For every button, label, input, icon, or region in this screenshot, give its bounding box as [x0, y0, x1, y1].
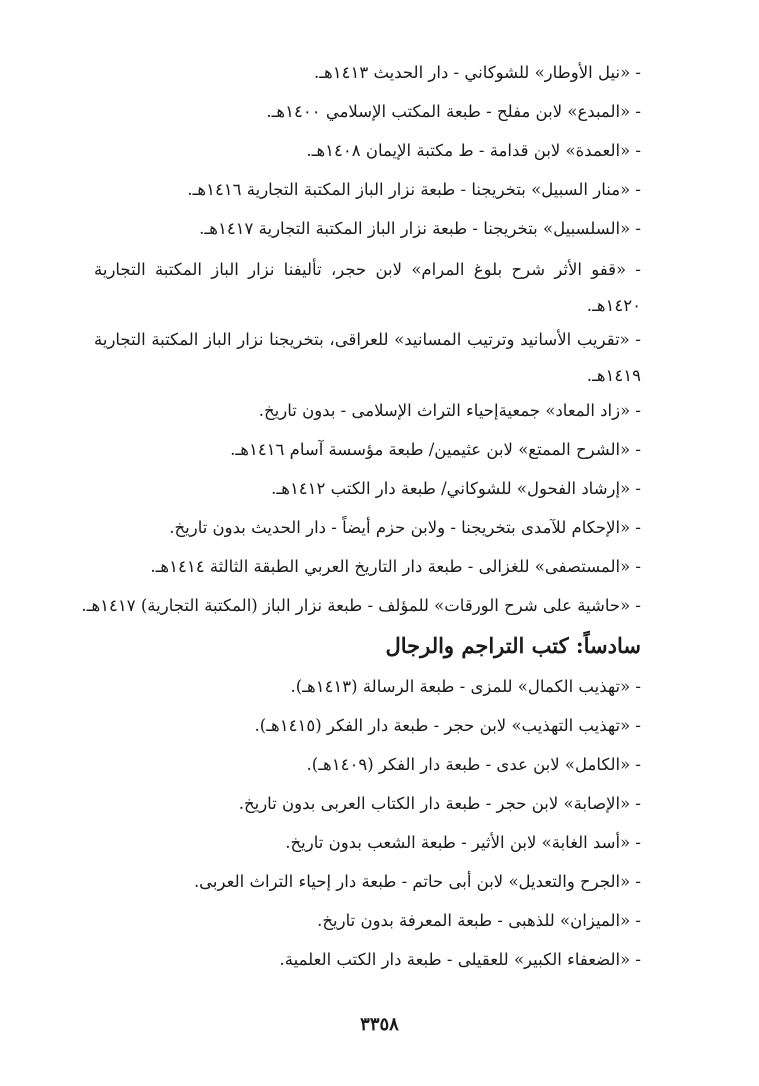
reference-entry-taqrib-al-asanid: - «تقريب الأسانيد وترتيب المسانيد» للعراقى، بتخريجنا نزار الباز المكتبة التجارية ١٤١٩هـ.	[94, 330, 641, 385]
reference-entry-al-sharh-al-mumti: - «الشرح الممتع» لابن عثيمين/ طبعة مؤسسة آسام ١٤١٦هـ.	[230, 440, 641, 459]
reference-entry-tahdhib-al-kamal: - «تهذيب الكمال» للمزى - طبعة الرسالة (١٤١٣هـ).	[290, 677, 641, 696]
reference-entry-usd-al-ghaba: - «أسد الغابة» لابن الأثير - طبعة الشعب بدون تاريخ.	[285, 833, 641, 852]
reference-entry-al-mustasfa: - «المستصفى» للغزالى - طبعة دار التاريخ العربي الطبقة الثالثة ١٤١٤هـ.	[150, 557, 641, 576]
reference-entry-al-isaba: - «الإصابة» لابن حجر - طبعة دار الكتاب العربى بدون تاريخ.	[238, 794, 641, 813]
reference-entry-al-kamil: - «الكامل» لابن عدى - طبعة دار الفكر (١٤٠٩هـ).	[306, 755, 641, 774]
reference-entry-zad-al-maad: - «زاد المعاد» جمعيةإحياء التراث الإسلامى - بدون تاريخ.	[258, 401, 641, 420]
reference-entry-irshad-al-fuhul: - «إرشاد الفحول» للشوكاني/ طبعة دار الكتب ١٤١٢هـ.	[271, 479, 641, 498]
reference-entry-tahdhib-al-tahdhib: - «تهذيب التهذيب» لابن حجر - طبعة دار الفكر (١٤١٥هـ).	[254, 716, 641, 735]
reference-entry-al-salsabil: - «السلسبيل» بتخريجنا - طبعة نزار الباز المكتبة التجارية ١٤١٧هـ.	[199, 219, 641, 238]
reference-entry-hashiya-al-waraqat: - «حاشية على شرح الورقات» للمؤلف - طبعة نزار الباز (المكتبة التجارية) ١٤١٧هـ.	[81, 596, 641, 615]
reference-entry-qafw-al-athar: - «قفو الأثر شرح بلوغ المرام» لابن حجر، تأليفنا نزار الباز المكتبة التجارية ١٤٢٠هـ.	[94, 260, 641, 315]
reference-entry-al-ihkam: - «الإحكام للآمدى بتخريجنا - ولابن حزم أيضاً - دار الحديث بدون تاريخ.	[169, 518, 641, 537]
reference-entry-al-mubdi: - «المبدع» لابن مفلح - طبعة المكتب الإسلامي ١٤٠٠هـ.	[266, 102, 641, 121]
reference-entry-al-duafa-al-kabir: - «الضعفاء الكبير» للعقيلى - طبعة دار الكتب العلمية.	[279, 950, 641, 969]
reference-entry-al-jarh-wa-al-tadil: - «الجرح والتعديل» لابن أبى حاتم - طبعة دار إحياء التراث العربى.	[193, 872, 641, 891]
section-heading: سادساً: كتب التراجم والرجال	[385, 633, 641, 658]
page-number: ٣٣٥٨	[360, 1014, 399, 1035]
reference-entry-al-mizan: - «الميزان» للذهبى - طبعة المعرفة بدون تاريخ.	[317, 911, 641, 930]
reference-entry-al-umda: - «العمدة» لابن قدامة - ط مكتبة الإيمان ١٤٠٨هـ.	[306, 141, 641, 160]
reference-entry-nayl-al-awtar: - «نيل الأوطار» للشوكاني - دار الحديث ١٤١٣هـ.	[313, 63, 641, 82]
reference-entry-manar-al-sabil: - «منار السبيل» بتخريجنا - طبعة نزار الباز المكتبة التجارية ١٤١٦هـ.	[187, 180, 641, 199]
